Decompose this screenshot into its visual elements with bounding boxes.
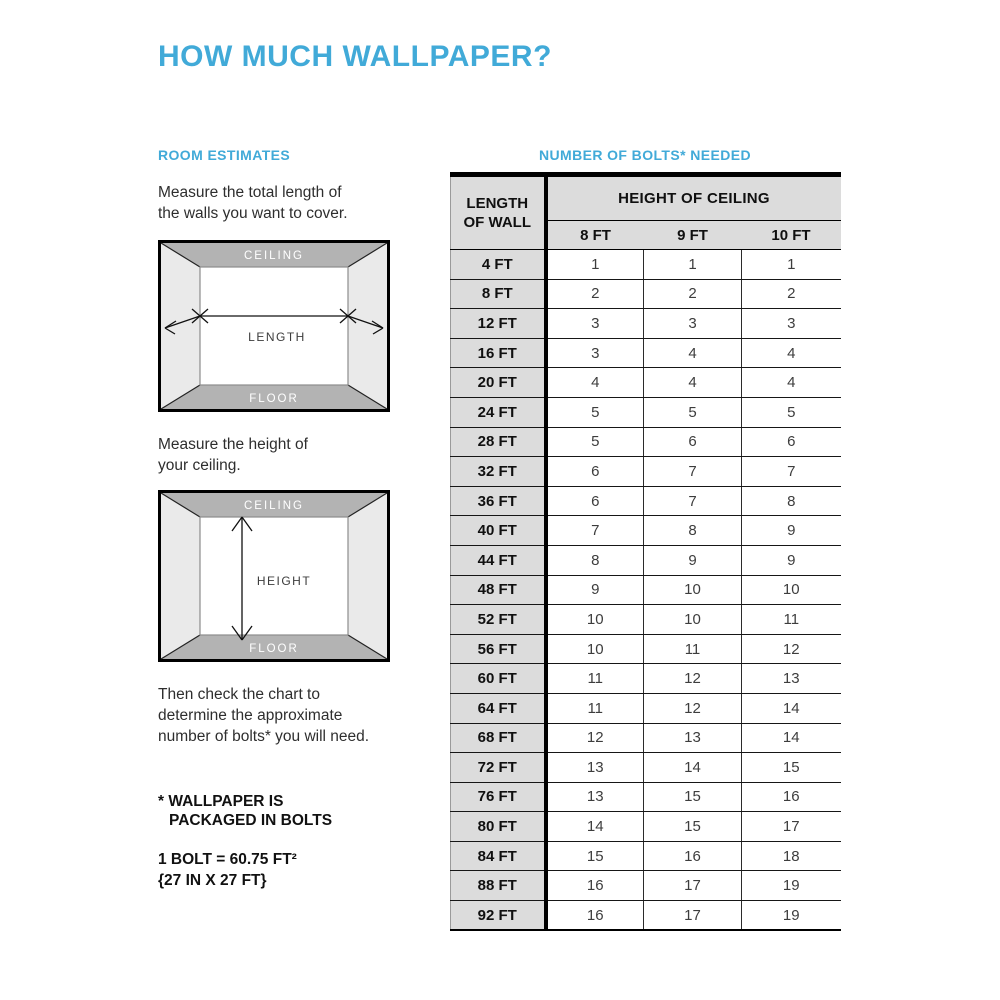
table-row: [451, 457, 841, 487]
wall-length-label: 76 FT: [451, 782, 546, 812]
floor-label: FLOOR: [249, 643, 299, 655]
instruction-line: Measure the total length of: [158, 184, 342, 201]
bolt-size-info: [158, 849, 297, 891]
bolt-count-cell: 17: [644, 871, 742, 901]
length-label: LENGTH: [248, 330, 306, 344]
instruction-line: Measure the height of: [158, 436, 308, 453]
bolt-count-cell: 11: [546, 664, 644, 694]
table-row: [451, 753, 841, 783]
bolt-count-cell: 4: [742, 368, 841, 398]
bolt-count-cell: 18: [742, 841, 841, 871]
bolt-count-cell: 16: [546, 871, 644, 901]
floor-label: FLOOR: [249, 393, 299, 405]
footnote-line: PACKAGED IN BOLTS: [169, 812, 333, 829]
bolt-count-cell: 8: [644, 516, 742, 546]
bolt-count-cell: 7: [742, 457, 841, 487]
bolt-count-cell: 1: [546, 250, 644, 280]
bolt-count-cell: 17: [742, 812, 841, 842]
table-row: [451, 693, 841, 723]
bolt-count-cell: 6: [546, 457, 644, 487]
wall-length-label: 56 FT: [451, 634, 546, 664]
bolt-count-cell: 17: [644, 901, 742, 931]
bolt-count-cell: 3: [644, 309, 742, 339]
wall-length-label: 52 FT: [451, 605, 546, 635]
bolt-count-cell: 5: [546, 397, 644, 427]
wall-length-label: 48 FT: [451, 575, 546, 605]
table-row: [451, 368, 841, 398]
bolt-count-cell: 7: [546, 516, 644, 546]
bolt-count-cell: 3: [742, 309, 841, 339]
bolt-count-cell: 19: [742, 871, 841, 901]
left-wall-face: [161, 243, 200, 409]
header-line: LENGTH: [466, 195, 529, 212]
wallpaper-bolts-footnote: [158, 792, 332, 830]
table-row: [451, 901, 841, 931]
room-diagram-height: [158, 490, 390, 662]
bolt-count-cell: 13: [742, 664, 841, 694]
table-row: [451, 427, 841, 457]
bolt-count-cell: 8: [742, 486, 841, 516]
page-title: HOW MUCH WALLPAPER?: [158, 40, 552, 73]
wall-length-label: 88 FT: [451, 871, 546, 901]
table-row: [451, 486, 841, 516]
table-row: [451, 250, 841, 280]
bolt-count-cell: 4: [644, 368, 742, 398]
bolt-count-cell: 3: [546, 338, 644, 368]
bolt-count-cell: 10: [546, 634, 644, 664]
wall-length-label: 44 FT: [451, 545, 546, 575]
col-header-10ft: 10 FT: [742, 221, 841, 250]
measure-height-instruction: [158, 434, 308, 476]
wall-length-label: 16 FT: [451, 338, 546, 368]
instruction-line: Then check the chart to: [158, 686, 320, 703]
right-wall-face: [348, 493, 387, 659]
bolt-count-cell: 15: [644, 812, 742, 842]
ceiling-label: CEILING: [243, 250, 305, 262]
table-row: [451, 782, 841, 812]
bolt-count-cell: 1: [644, 250, 742, 280]
wall-length-label: 40 FT: [451, 516, 546, 546]
wall-length-label: 36 FT: [451, 486, 546, 516]
table-row: [451, 812, 841, 842]
bolt-count-cell: 9: [644, 545, 742, 575]
bolt-count-cell: 11: [546, 693, 644, 723]
bolt-count-cell: 16: [644, 841, 742, 871]
bolt-count-cell: 12: [644, 664, 742, 694]
bolt-count-cell: 15: [742, 753, 841, 783]
wall-length-label: 12 FT: [451, 309, 546, 339]
table-row: [451, 664, 841, 694]
room-diagram-length: [158, 240, 390, 412]
bolt-count-cell: 15: [546, 841, 644, 871]
check-chart-instruction: [158, 684, 369, 747]
bolt-count-cell: 4: [644, 338, 742, 368]
bolt-count-cell: 14: [644, 753, 742, 783]
bolt-count-cell: 4: [742, 338, 841, 368]
bolt-count-cell: 5: [546, 427, 644, 457]
bolt-count-cell: 7: [644, 457, 742, 487]
bolt-count-cell: 12: [644, 693, 742, 723]
bolt-count-cell: 8: [546, 545, 644, 575]
measure-length-instruction: [158, 182, 348, 224]
bolt-count-cell: 9: [742, 516, 841, 546]
bolts-table-body: [451, 250, 841, 931]
table-row: [451, 841, 841, 871]
bolt-count-cell: 14: [546, 812, 644, 842]
wall-length-label: 72 FT: [451, 753, 546, 783]
table-header-row: [451, 175, 841, 221]
length-of-wall-header: [451, 175, 546, 250]
table-row: [451, 605, 841, 635]
table-row: [451, 309, 841, 339]
bolt-count-cell: 13: [644, 723, 742, 753]
room-estimates-heading: ROOM ESTIMATES: [158, 147, 291, 163]
wall-length-label: 28 FT: [451, 427, 546, 457]
table-row: [451, 545, 841, 575]
wall-length-label: 68 FT: [451, 723, 546, 753]
wall-length-label: 8 FT: [451, 279, 546, 309]
wall-length-label: 80 FT: [451, 812, 546, 842]
table-row: [451, 634, 841, 664]
left-wall-face: [161, 493, 200, 659]
bolt-count-cell: 12: [546, 723, 644, 753]
wall-length-label: 64 FT: [451, 693, 546, 723]
table-row: [451, 516, 841, 546]
height-of-ceiling-header: HEIGHT OF CEILING: [546, 175, 841, 221]
instruction-line: your ceiling.: [158, 457, 241, 474]
table-row: [451, 279, 841, 309]
height-label: HEIGHT: [256, 574, 312, 588]
bolt-count-cell: 1: [742, 250, 841, 280]
bolt-count-cell: 9: [546, 575, 644, 605]
bolt-count-cell: 3: [546, 309, 644, 339]
table-row: [451, 397, 841, 427]
bolt-count-cell: 10: [742, 575, 841, 605]
bolt-count-cell: 10: [546, 605, 644, 635]
bolt-count-cell: 11: [644, 634, 742, 664]
bolt-equation: 1 BOLT = 60.75 FT²: [158, 851, 297, 868]
wall-length-label: 24 FT: [451, 397, 546, 427]
col-header-9ft: 9 FT: [644, 221, 742, 250]
bolt-count-cell: 13: [546, 753, 644, 783]
bolt-count-cell: 14: [742, 723, 841, 753]
ceiling-label: CEILING: [243, 500, 305, 512]
bolts-needed-heading: NUMBER OF BOLTS* NEEDED: [539, 147, 751, 163]
table-row: [451, 575, 841, 605]
wall-length-label: 92 FT: [451, 901, 546, 931]
bolt-count-cell: 10: [644, 575, 742, 605]
bolt-count-cell: 5: [742, 397, 841, 427]
wall-length-label: 84 FT: [451, 841, 546, 871]
bolt-count-cell: 9: [742, 545, 841, 575]
bolt-count-cell: 10: [644, 605, 742, 635]
col-header-8ft: 8 FT: [546, 221, 644, 250]
table-row: [451, 871, 841, 901]
wall-length-label: 20 FT: [451, 368, 546, 398]
bolt-count-cell: 11: [742, 605, 841, 635]
bolt-count-cell: 6: [742, 427, 841, 457]
wall-length-label: 60 FT: [451, 664, 546, 694]
bolts-table-container: [450, 172, 841, 931]
back-wall-face: [200, 267, 348, 385]
header-line: OF WALL: [463, 214, 531, 231]
bolt-count-cell: 13: [546, 782, 644, 812]
bolt-count-cell: 14: [742, 693, 841, 723]
bolt-count-cell: 4: [546, 368, 644, 398]
bolt-dimensions: {27 IN X 27 FT}: [158, 872, 267, 889]
bolt-count-cell: 12: [742, 634, 841, 664]
bolt-count-cell: 16: [546, 901, 644, 931]
bolt-count-cell: 5: [644, 397, 742, 427]
bolt-count-cell: 15: [644, 782, 742, 812]
right-wall-face: [348, 243, 387, 409]
bolt-count-cell: 19: [742, 901, 841, 931]
instruction-line: the walls you want to cover.: [158, 205, 348, 222]
bolt-count-cell: 2: [644, 279, 742, 309]
wall-length-label: 4 FT: [451, 250, 546, 280]
table-row: [451, 338, 841, 368]
table-row: [451, 723, 841, 753]
bolt-count-cell: 2: [546, 279, 644, 309]
bolts-table: [450, 172, 841, 931]
instruction-line: determine the approximate: [158, 707, 343, 724]
bolt-count-cell: 7: [644, 486, 742, 516]
instruction-line: number of bolts* you will need.: [158, 728, 370, 745]
footnote-line: * WALLPAPER IS: [158, 793, 284, 810]
wall-length-label: 32 FT: [451, 457, 546, 487]
bolt-count-cell: 2: [742, 279, 841, 309]
bolt-count-cell: 16: [742, 782, 841, 812]
bolt-count-cell: 6: [644, 427, 742, 457]
bolt-count-cell: 6: [546, 486, 644, 516]
